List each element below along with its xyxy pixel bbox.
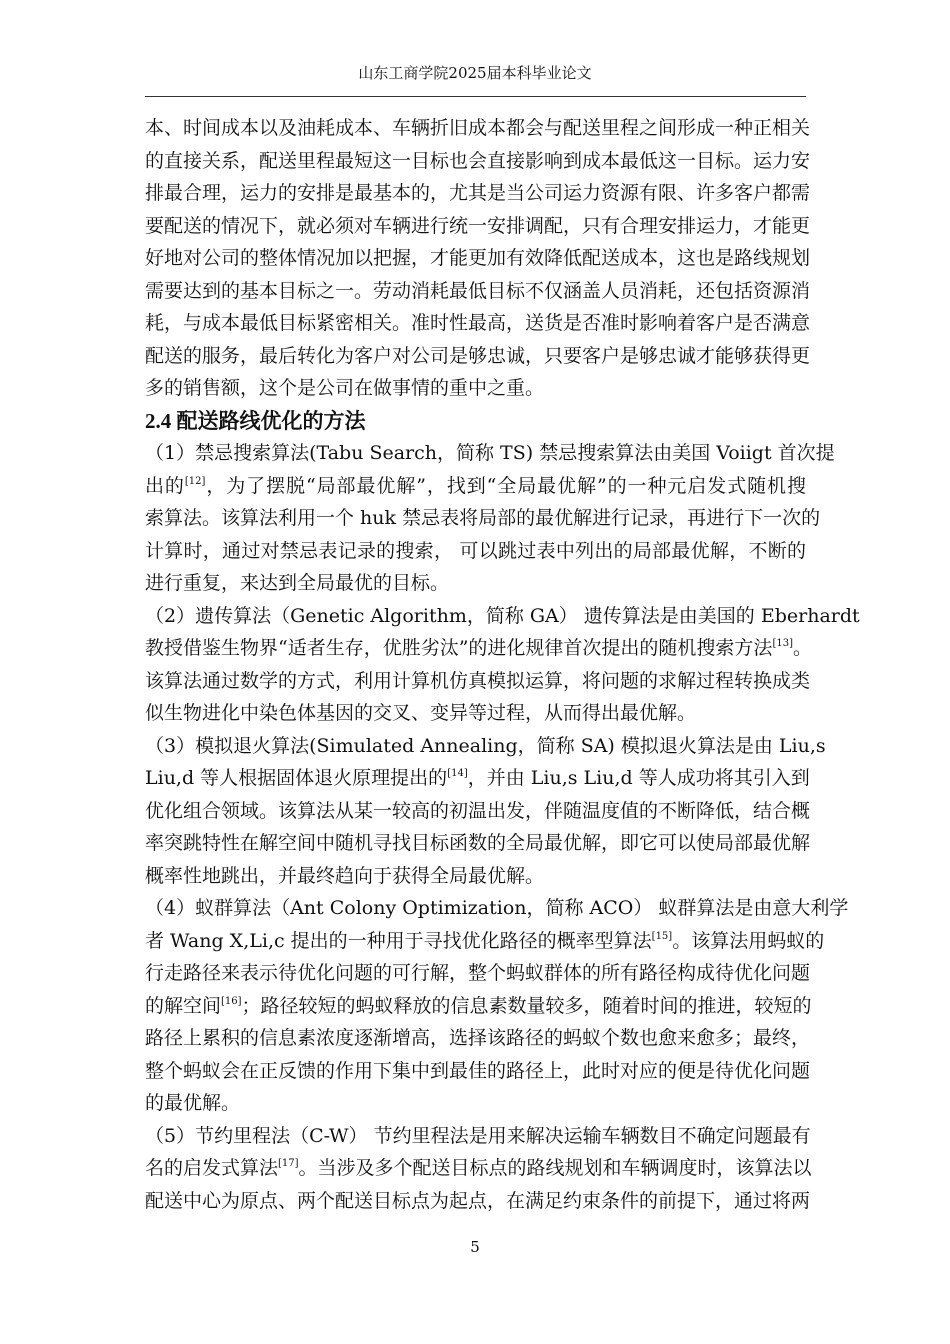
text-line	[145, 957, 811, 990]
text-line	[145, 990, 812, 1023]
text-line	[145, 1055, 811, 1088]
text-segment: 的解空间	[145, 994, 222, 1017]
citation-ref: [16]	[221, 995, 242, 1007]
citation-ref: [17]	[278, 1158, 299, 1169]
text-line	[145, 307, 811, 340]
text-segment: 配送的服务，最后转化为客户对公司是够忠诚，只要客户是够忠诚才能够获得更	[145, 344, 811, 367]
text-line	[145, 535, 806, 568]
text-line	[145, 437, 835, 470]
text-segment: 本、时间成本以及油耗成本、车辆折旧成本都会与配送里程之间形成一种正相关	[145, 117, 811, 139]
text-segment: （4）蚁群算法（Ant Colony Optimization，简称 ACO） 蚁群算法是由意大利学	[145, 897, 849, 919]
text-line	[145, 340, 811, 373]
text-segment: 路径上累积的信息素浓度逐渐增高，选择该路径的蚂蚁个数也愈来愈多；最终，	[145, 1027, 811, 1049]
text-segment: 。当涉及多个配送目标点的路线规划和车辆调度时，该算法以	[298, 1157, 812, 1179]
text-segment: ，为了摆脱“局部最优解”，找到“全局最优解”的一种元启发式随机搜	[205, 474, 806, 497]
text-line	[145, 860, 806, 893]
text-segment: 优化组合领域。该算法从某一较高的初温出发，伴随温度值的不断降低，结合概	[145, 799, 811, 822]
text-segment: 进行重复，来达到全局最优的目标。	[145, 572, 450, 594]
text-line	[145, 1120, 811, 1153]
text-segment: ，并由 Liu,s Liu,d 等人成功将其引入到	[467, 767, 810, 789]
text-segment: 。	[792, 637, 812, 659]
text-segment: 配送中心为原点、两个配送目标点为起点，在满足约束条件的前提下，通过将两	[145, 1189, 811, 1212]
text-segment: ；路径较短的蚂蚁释放的信息素数量较多，随着时间的推进，较短的	[241, 994, 812, 1017]
text-line	[145, 762, 810, 795]
citation-ref: [14]	[447, 768, 468, 779]
text-line	[145, 1152, 812, 1185]
text-segment: 2.4 配送路线优化的方法	[145, 408, 366, 433]
citation-ref: [13]	[772, 638, 793, 649]
text-line	[145, 210, 811, 243]
citation-ref: [15]	[651, 930, 673, 942]
text-segment: 者 Wang X,Li,c 提出的一种用于寻找优化路径的概率型算法	[145, 929, 652, 952]
page-header: 山东工商学院2025届本科毕业论文	[358, 64, 592, 82]
text-line	[145, 1185, 811, 1218]
section-heading	[145, 405, 806, 438]
text-line	[145, 697, 806, 730]
text-line	[145, 600, 860, 633]
text-segment: 概率性地跳出，并最终趋向于获得全局最优解。	[145, 864, 545, 887]
text-segment: 耗，与成本最低目标紧密相关。准时性最高，送货是否准时影响着客户是否满意	[145, 312, 811, 334]
text-segment: 出的	[145, 474, 185, 497]
text-segment: （3）模拟退火算法(Simulated Annealing，简称 SA) 模拟退火算法是由 Liu,s	[145, 734, 826, 757]
text-line	[145, 242, 811, 275]
text-segment: 计算时，通过对禁忌表记录的搜索， 可以跳过表中列出的局部最优解，不断的	[145, 539, 806, 562]
text-line	[145, 892, 849, 925]
text-segment: 需要达到的基本目标之一。劳动消耗最低目标不仅涵盖人员消耗，还包括资源消	[145, 279, 811, 302]
text-segment: 好地对公司的整体情况加以把握，才能更加有效降低配送成本，这也是路线规划	[145, 247, 811, 269]
text-line	[145, 275, 811, 308]
text-segment: 该算法通过数学的方式，利用计算机仿真模拟运算，将问题的求解过程转换成类	[145, 669, 811, 692]
text-line	[145, 795, 811, 828]
text-segment: 要配送的情况下，就必须对车辆进行统一安排调配，只有合理安排运力，才能更	[145, 214, 811, 237]
text-segment: Liu,d 等人根据固体退火原理提出的	[145, 767, 448, 789]
page-number: 5	[470, 1238, 480, 1256]
text-segment: 的最优解。	[145, 1092, 241, 1114]
text-segment: 的直接关系，配送里程最短这一目标也会直接影响到成本最低这一目标。运力安	[145, 149, 811, 172]
text-segment: 多的销售额，这个是公司在做事情的重中之重。	[145, 377, 545, 399]
text-segment: 似生物进化中染色体基因的交叉、变异等过程，从而得出最优解。	[145, 702, 697, 724]
text-line	[145, 827, 811, 860]
text-segment: （5）节约里程法（C-W） 节约里程法是用来解决运输车辆数目不确定问题最有	[145, 1124, 811, 1147]
text-line	[145, 925, 825, 958]
text-segment: 行走路径来表示待优化问题的可行解，整个蚂蚁群体的所有路径构成待优化问题	[145, 962, 811, 984]
text-line	[145, 372, 806, 405]
text-line	[145, 177, 811, 210]
text-line	[145, 567, 806, 600]
text-line	[145, 1087, 806, 1120]
text-segment: 排最合理，运力的安排是最基本的，尤其是当公司运力资源有限、许多客户都需	[145, 182, 811, 204]
text-line	[145, 632, 812, 665]
citation-ref: [12]	[184, 475, 206, 487]
text-line	[145, 112, 811, 145]
text-segment: 名的启发式算法	[145, 1157, 279, 1179]
text-segment: 整个蚂蚁会在正反馈的作用下集中到最佳的路径上，此时对应的便是待优化问题	[145, 1059, 811, 1082]
text-line	[145, 730, 826, 763]
text-segment: 教授借鉴生物界“适者生存，优胜劣汰”的进化规律首次提出的随机搜索方法	[145, 637, 773, 659]
text-segment: （1）禁忌搜索算法(Tabu Search，简称 TS) 禁忌搜索算法由美国 Voiigt 首次提	[145, 442, 835, 464]
text-line	[145, 1022, 811, 1055]
text-segment: 索算法。该算法利用一个 huk 禁忌表将局部的最优解进行记录，再进行下一次的	[145, 507, 821, 529]
text-line	[145, 502, 821, 535]
header-rule	[145, 96, 806, 97]
text-line	[145, 470, 806, 503]
text-line	[145, 665, 811, 698]
text-segment: 率突跳特性在解空间中随机寻找目标函数的全局最优解，即它可以使局部最优解	[145, 832, 811, 854]
text-segment: （2）遗传算法（Genetic Algorithm，简称 GA） 遗传算法是由美国的 Eberhardt	[145, 604, 860, 627]
text-segment: 。该算法用蚂蚁的	[672, 929, 825, 952]
text-line	[145, 145, 811, 178]
document-body	[145, 112, 860, 1217]
